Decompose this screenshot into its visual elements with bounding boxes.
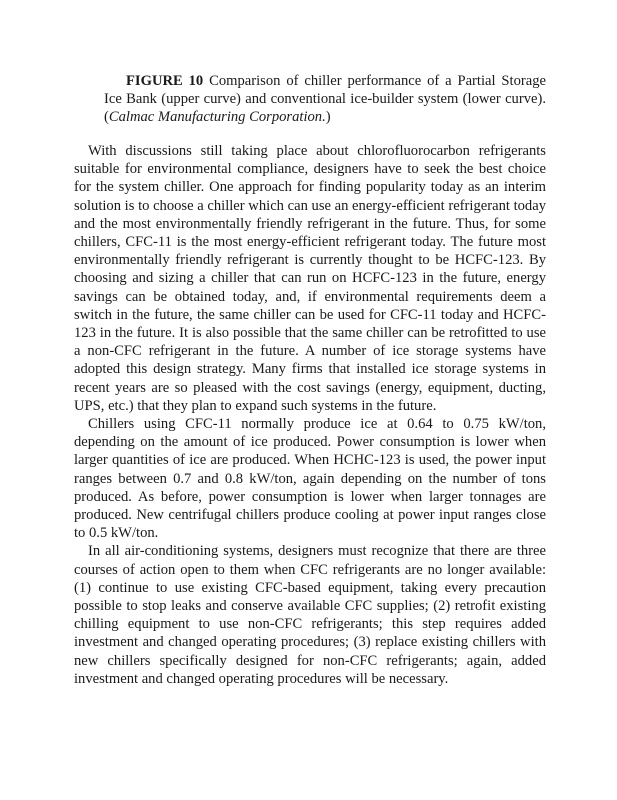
caption-text: Comparison of chiller performance of a Partial Storage Ice Bank (upper curve) and conventional ice-builder system (lower curve). ( (104, 73, 547, 126)
caption-credit: Calmac Manufacturing Corporation. (108, 109, 326, 126)
paragraph-1: With discussions still taking place about chlorofluorocarbon refrigerants suitable for environmental compliance, designers have to seek the best choice for the system chiller. One approach for finding popularity today as an interim solution is to choose a chiller which can use an energy-efficient refrigerant today and the most environmentally friendly refrigerant in the future. Thus, for some chillers, CFC-11 is the most energy-efficient refrigerant today. The future most environmentally friendly refrigerant is currently thought to be HCFC-123. By choosing and sizing a chiller that can run on HCFC-123 in the future, energy savings can be obtained today, and, if environmental requirements deem a switch in the future, the same chiller can be used for CFC-11 today and HCFC-123 in the future. It is also possible that the same chiller can be retrofitted to use a non-CFC refrigerant in the future. A number of ice storage systems have adopted this design strategy. Many firms that installed ice storage systems in recent years are so pleased with the cost savings (energy, equipment, ducting, UPS, etc.) that they plan to expand such systems in the future. (74, 143, 546, 414)
figure-label: FIGURE 10 (126, 73, 204, 89)
caption-close: ) (325, 109, 331, 126)
body-text (74, 142, 546, 688)
figure-caption (104, 72, 546, 127)
paragraph-2: Chillers using CFC-11 normally produce ice at 0.64 to 0.75 kW/ton, depending on the amount of ice produced. Power consumption is lower when larger quantities of ice are produced. When HCHC-123 is used, the power input ranges between 0.7 and 0.8 kW/ton, again depending on the number of tons produced. As before, power consumption is lower when larger tonnages are produced. New centrifugal chillers produce cooling at power input ranges close to 0.5 kW/ton. (74, 416, 546, 542)
paragraph-3: In all air-conditioning systems, designers must recognize that there are three courses of action open to them when CFC refrigerants are no longer available: (1) continue to use existing CFC-based equipment, taking every precaution possible to stop leaks and conserve available CFC supplies; (2) retrofit existing chilling equipment to use non-CFC refrigerants; this step requires added investment and changed operating procedures; (3) replace existing chillers with new chillers specifically designed for non-CFC refrigerants; again, added investment and changed operating procedures will be necessary. (74, 543, 546, 687)
